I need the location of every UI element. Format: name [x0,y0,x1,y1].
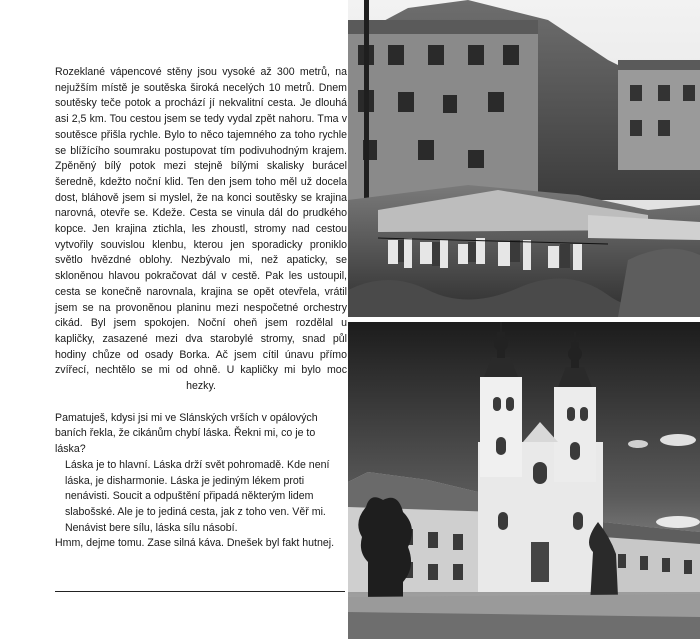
horizontal-rule [55,591,345,592]
text-column [55,65,347,552]
dialog-ending: Hmm, dejme tomu. Zase silná káva. Dnešek byl fakt hutnej. [55,537,335,550]
photo-settlement [348,0,700,317]
dialog-answer: Láska je to hlavní. Láska drží svět pohromadě. Kde není láska, je disharmonie. Láska je jediným lékem proti nenávisti. Soucit a odpuštění připadá některým lidem slabošské. Ale je to jediná cesta, jak z toho ven. Věř mi. Nenávist bere sílu, láska sílu násobí. [65,458,330,534]
dialog-question: Pamatuješ, kdysi jsi mi ve Slánských vrších v opálových baních řekla, že cikánům chybí láska. Řekni mi, co je to láska? [55,411,318,456]
photo-church [348,322,700,639]
dialog-block [55,411,347,552]
church-photo-image [348,322,700,639]
body-paragraph: Rozeklané vápencové stěny jsou vysoké až 300 metrů, na nejužším místě je soutěska široká necelých 10 metrů. Dnem soutěsky teče potok a prochází jí nekvalitní cesta. Je dlouhá asi 2,5 km. Tou cestou jsem se tedy vydal zpět nahoru. Tma v soutěsce přišla rychle. Bylo to něco tajemného za toho rychle se blížícího soumraku postupovat tím podivuhodným krajem. Zpěněný bílý potok mezi stejně bílými skalisky burácel šeredně, kdežto noční klid. Ten den jsem toho měl už docela dost, bláhově jsem si myslel, že na konci soutěsky se krajina narovná, otevře se. Kdeže. Cesta se vinula dál do prudkého kopce. Jen krajina ztichla, les zhoustl, stromy nad cestou vytvořily souvislou klenbu, kterou jen sporadicky proniklo světlo hvězdné oblohy. Nezbývalo mi, než apaticky, se skloněnou hlavou pokračovat dál v cestě. Pak les ustoupil, cesta se konečně narovnala, krajina se opět otevřela, vrátil jsem se na provoněnou planinu mezi nespočetné orchestry cikád. Byl jsem spokojen. Noční oheň jsem rozdělal u kapličky, zasazené mezi dva starobylé stromy, snad půl hodiny chůze od osady Borka. Ač jsem cítil únavu přímo zvířecí, nechtělo se mi od ohně. U kapličky mi bylo moc hezky. [55,66,347,393]
settlement-photo-image [348,0,700,317]
